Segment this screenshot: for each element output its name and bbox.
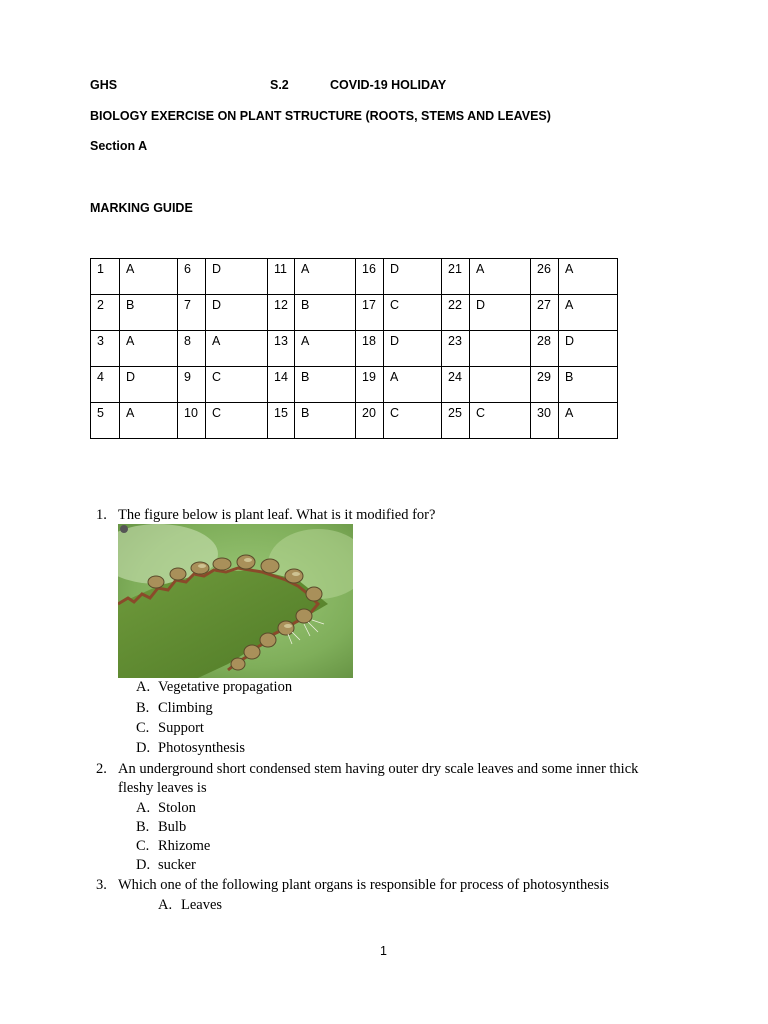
question-number-cell: 7 xyxy=(178,295,206,331)
answer-cell: D xyxy=(206,295,268,331)
answer-cell: A xyxy=(559,403,618,439)
q1-option-c-letter: C. xyxy=(136,720,150,736)
table-row xyxy=(91,259,618,295)
answer-cell: C xyxy=(206,367,268,403)
q1-option-b-letter: B. xyxy=(136,700,150,716)
table-row xyxy=(91,331,618,367)
answer-cell: A xyxy=(295,259,356,295)
q1-option-a-text: Vegetative propagation xyxy=(158,679,293,695)
question-number-cell: 20 xyxy=(356,403,384,439)
question-number-cell: 23 xyxy=(442,331,470,367)
question-2-text-line1: An underground short condensed stem having outer dry scale leaves and some inner thick xyxy=(118,761,639,777)
question-number-cell: 16 xyxy=(356,259,384,295)
answer-cell: A xyxy=(120,403,178,439)
school-name: GHS xyxy=(90,78,118,92)
section-label: Section A xyxy=(90,139,148,153)
leaf-plantlets-image xyxy=(118,524,353,678)
answer-cell: D xyxy=(384,331,442,367)
question-number-cell: 5 xyxy=(91,403,120,439)
question-number-cell: 21 xyxy=(442,259,470,295)
answer-cell: D xyxy=(559,331,618,367)
marking-guide-table xyxy=(90,258,618,439)
table-row xyxy=(91,367,618,403)
question-number-cell: 13 xyxy=(268,331,295,367)
question-number-cell: 22 xyxy=(442,295,470,331)
answer-cell: A xyxy=(120,331,178,367)
answer-cell: A xyxy=(295,331,356,367)
answer-cell: A xyxy=(120,259,178,295)
question-number-cell: 18 xyxy=(356,331,384,367)
question-2-text-line2: fleshy leaves is xyxy=(118,780,207,796)
question-2-number: 2. xyxy=(96,761,107,777)
answer-cell: B xyxy=(295,403,356,439)
answer-cell: A xyxy=(206,331,268,367)
q2-option-a-text: Stolon xyxy=(158,800,196,816)
question-number-cell: 3 xyxy=(91,331,120,367)
question-number-cell: 30 xyxy=(531,403,559,439)
answer-cell: A xyxy=(470,259,531,295)
answer-cell: A xyxy=(384,367,442,403)
question-number-cell: 14 xyxy=(268,367,295,403)
term-label: COVID-19 HOLIDAY xyxy=(330,78,447,92)
q1-option-c-text: Support xyxy=(158,720,204,736)
answer-cell: B xyxy=(120,295,178,331)
answer-cell xyxy=(470,367,531,403)
question-3-text: Which one of the following plant organs is responsible for process of photosynthesis xyxy=(118,877,610,893)
marking-guide-heading: MARKING GUIDE xyxy=(90,201,193,215)
question-number-cell: 25 xyxy=(442,403,470,439)
question-number-cell: 2 xyxy=(91,295,120,331)
answer-cell: C xyxy=(384,295,442,331)
table-row xyxy=(91,403,618,439)
answer-cell xyxy=(470,331,531,367)
question-number-cell: 15 xyxy=(268,403,295,439)
answer-cell: A xyxy=(559,295,618,331)
answer-cell: C xyxy=(470,403,531,439)
q3-option-a-letter: A. xyxy=(158,897,173,913)
q1-option-d-text: Photosynthesis xyxy=(158,740,246,756)
answer-cell: D xyxy=(470,295,531,331)
question-number-cell: 28 xyxy=(531,331,559,367)
class-label: S.2 xyxy=(270,78,289,92)
q2-option-d-letter: D. xyxy=(136,857,151,873)
q2-option-d-text: sucker xyxy=(158,857,196,873)
answer-cell: B xyxy=(559,367,618,403)
answer-cell: D xyxy=(384,259,442,295)
question-1-number: 1. xyxy=(96,507,107,523)
q2-option-a-letter: A. xyxy=(136,800,151,816)
answer-cell: D xyxy=(120,367,178,403)
page-number: 1 xyxy=(380,944,387,958)
table-row xyxy=(91,295,618,331)
answer-cell: C xyxy=(384,403,442,439)
question-number-cell: 29 xyxy=(531,367,559,403)
question-number-cell: 9 xyxy=(178,367,206,403)
document-title: BIOLOGY EXERCISE ON PLANT STRUCTURE (ROOTS, STEMS AND LEAVES) xyxy=(90,109,551,123)
question-3-number: 3. xyxy=(96,877,107,893)
question-number-cell: 10 xyxy=(178,403,206,439)
question-number-cell: 24 xyxy=(442,367,470,403)
question-1-text: The figure below is plant leaf. What is it modified for? xyxy=(118,507,436,523)
q1-option-d-letter: D. xyxy=(136,740,151,756)
question-number-cell: 17 xyxy=(356,295,384,331)
q2-option-b-text: Bulb xyxy=(158,819,187,835)
question-number-cell: 19 xyxy=(356,367,384,403)
answer-cell: A xyxy=(559,259,618,295)
answer-cell: C xyxy=(206,403,268,439)
q2-option-c-text: Rhizome xyxy=(158,838,211,854)
answer-cell: D xyxy=(206,259,268,295)
answer-cell: B xyxy=(295,295,356,331)
q3-option-a-text: Leaves xyxy=(181,897,223,913)
question-number-cell: 12 xyxy=(268,295,295,331)
question-number-cell: 4 xyxy=(91,367,120,403)
answer-cell: B xyxy=(295,367,356,403)
q1-option-b-text: Climbing xyxy=(158,700,213,716)
question-number-cell: 6 xyxy=(178,259,206,295)
q2-option-c-letter: C. xyxy=(136,838,150,854)
q2-option-b-letter: B. xyxy=(136,819,150,835)
question-number-cell: 11 xyxy=(268,259,295,295)
question-number-cell: 27 xyxy=(531,295,559,331)
question-number-cell: 1 xyxy=(91,259,120,295)
q1-option-a-letter: A. xyxy=(136,679,151,695)
question-number-cell: 26 xyxy=(531,259,559,295)
question-number-cell: 8 xyxy=(178,331,206,367)
